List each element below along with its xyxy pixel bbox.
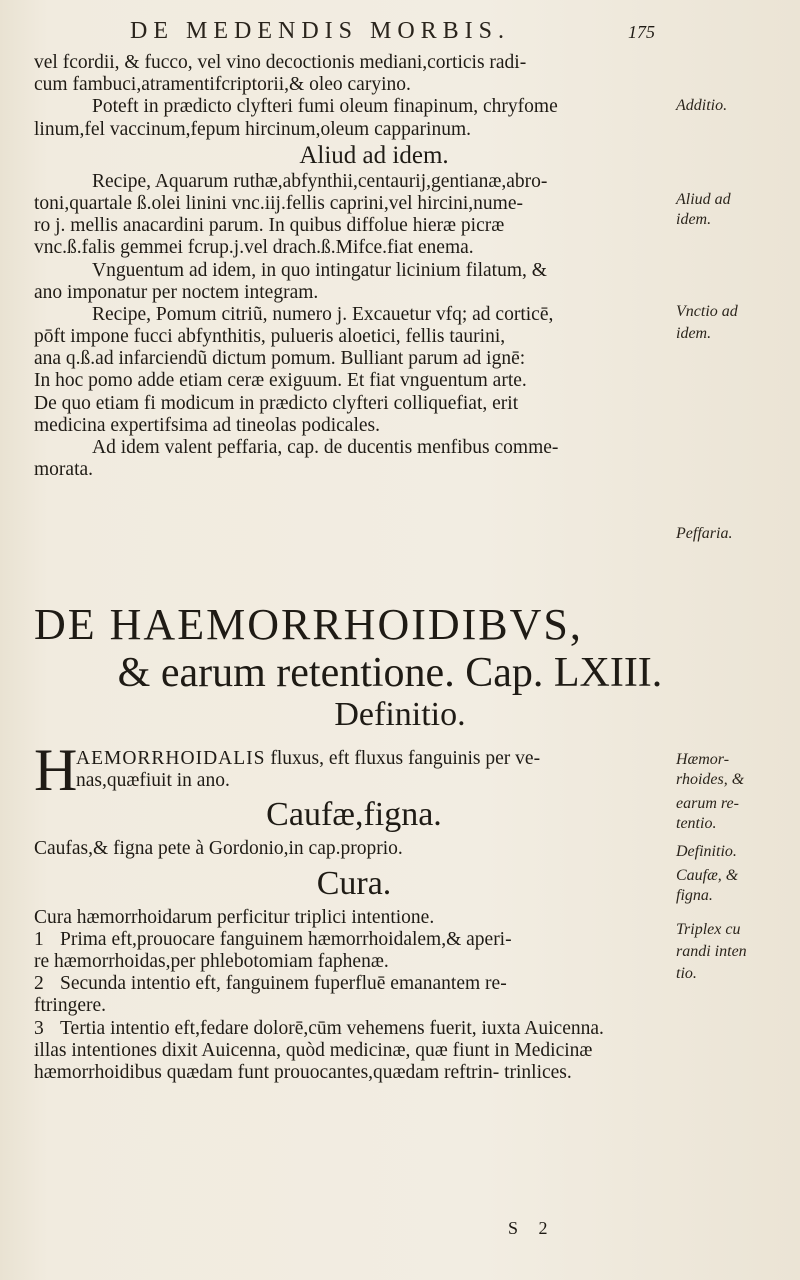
signature-mark: S 2 [508, 1218, 556, 1238]
item-number: 3 [34, 1017, 44, 1039]
running-head: DE MEDENDIS MORBIS. [130, 18, 511, 44]
text-span: Tertia intentio eft,fedare dolorē,cūm vehemens fuerit, iuxta Auicenna. [60, 1017, 604, 1039]
text-line: illas intentiones dixit Auicenna, quòd medicinæ, quæ fiunt in Medicinæ [34, 1039, 593, 1061]
definition-heading: Definitio. [334, 696, 466, 733]
margin-note: Triplex cu [676, 921, 741, 938]
text-line: Recipe, Pomum citriũ, numero j. Excauetur vfq; ad corticē, [92, 303, 554, 325]
main-text-block [34, 52, 714, 481]
text-line: ana q.ß.ad infarciendũ dictum pomum. Bulliant parum ad ignē: [34, 348, 526, 370]
text-line: vel fcordii, & fucco, vel vino decoctionis mediani,corticis radi- [34, 52, 527, 73]
text-line: ano imponatur per noctem integram. [34, 281, 319, 303]
text-span: Secunda intentio eft, fanguinem fuperfluē emanantem re- [60, 973, 507, 995]
margin-note: idem. [676, 211, 712, 228]
text-line: Recipe, Aquarum ruthæ,abfynthii,centaurij,gentianæ,abro- [92, 170, 548, 192]
text-line: Ad idem valent peffaria, cap. de ducentis menfibus comme- [92, 437, 559, 458]
chapter-title: DE HAEMORRHOIDIBVS, [34, 600, 583, 649]
text-line [34, 748, 674, 770]
item-number: 1 [34, 928, 44, 950]
text-span: fluxus, eft fluxus fanguinis per ve- [265, 748, 541, 769]
margin-note: figna. [676, 887, 713, 904]
text-line: medicina expertifsima ad tineolas podicales. [34, 414, 381, 436]
drop-cap: H [34, 737, 78, 803]
margin-note: rhoides, & [676, 771, 745, 788]
text-line: re hæmorrhoidas,per phlebotomiam faphenæ. [34, 950, 389, 972]
section-heading: Aliud ad idem. [299, 141, 449, 169]
margin-note: Caufæ, & [676, 867, 739, 884]
chapter-subtitle: & earum retentione. Cap. LXIII. [117, 650, 663, 696]
text-line: nas,quæfiuit in ano. [76, 770, 230, 792]
causae-heading: Caufæ,figna. [266, 796, 442, 834]
text-line: vnc.ß.falis gemmei fcrup.j.vel drach.ß.Mifce.fiat enema. [34, 237, 474, 259]
cura-heading: Cura. [316, 864, 392, 902]
text-line: linum,fel vaccinum,fepum hircinum,oleum capparinum. [34, 118, 471, 140]
text-line: cum fambuci,atramentifcriptorii,& oleo caryino. [34, 74, 411, 96]
text-line: ro j. mellis anacardini parum. In quibus diffolue hieræ picræ [34, 215, 505, 237]
text-line: ftringere. [34, 995, 107, 1017]
text-line: De quo etiam fi modicum in prædicto clyfteri colliquefiat, erit [34, 392, 519, 414]
text-line: toni,quartale ß.olei linini vnc.iij.fellis caprini,vel hircini,nume- [34, 192, 523, 214]
margin-note: Peffaria. [676, 525, 733, 542]
text-line: Vnguentum ad idem, in quo intingatur licinium filatum, & [92, 259, 547, 281]
margin-note: tio. [676, 965, 697, 982]
list-item [34, 929, 674, 951]
margin-note: tentio. [676, 815, 717, 832]
smallcaps-word: AEMORRHOIDALIS [76, 748, 266, 769]
margin-note: Vnctio ad [676, 303, 738, 320]
margin-note: earum re- [676, 795, 739, 812]
text-line: Poteft in prædicto clyfteri fumi oleum finapinum, chryfome [92, 96, 558, 118]
margin-note: idem. [676, 325, 712, 342]
list-item [34, 973, 674, 995]
chapter-text-block [34, 748, 674, 1084]
text-line: morata. [34, 459, 94, 481]
margin-note: Aliud ad [676, 191, 731, 208]
page-number: 175 [628, 22, 655, 42]
margin-note: Additio. [676, 97, 728, 114]
margin-note: Definitio. [676, 843, 737, 860]
margin-note: randi inten [676, 943, 747, 960]
text-span: Prima eft,prouocare fanguinem hæmorrhoidalem,& aperi- [60, 928, 512, 950]
text-line: Cura hæmorrhoidarum perficitur triplici intentione. [34, 906, 435, 928]
text-line: In hoc pomo adde etiam ceræ exiguum. Et fiat vnguentum arte. [34, 370, 527, 392]
list-item [34, 1018, 674, 1040]
text-line: hæmorrhoidibus quædam funt prouocantes,quædam reftrin- trinlices. [34, 1061, 572, 1083]
margin-note: Hæmor- [676, 751, 730, 768]
item-number: 2 [34, 973, 44, 995]
text-line: Caufas,& figna pete à Gordonio,in cap.proprio. [34, 838, 403, 860]
text-line: pōft impone fucci abfynthitis, pulueris aloetici, fellis taurini, [34, 326, 506, 348]
